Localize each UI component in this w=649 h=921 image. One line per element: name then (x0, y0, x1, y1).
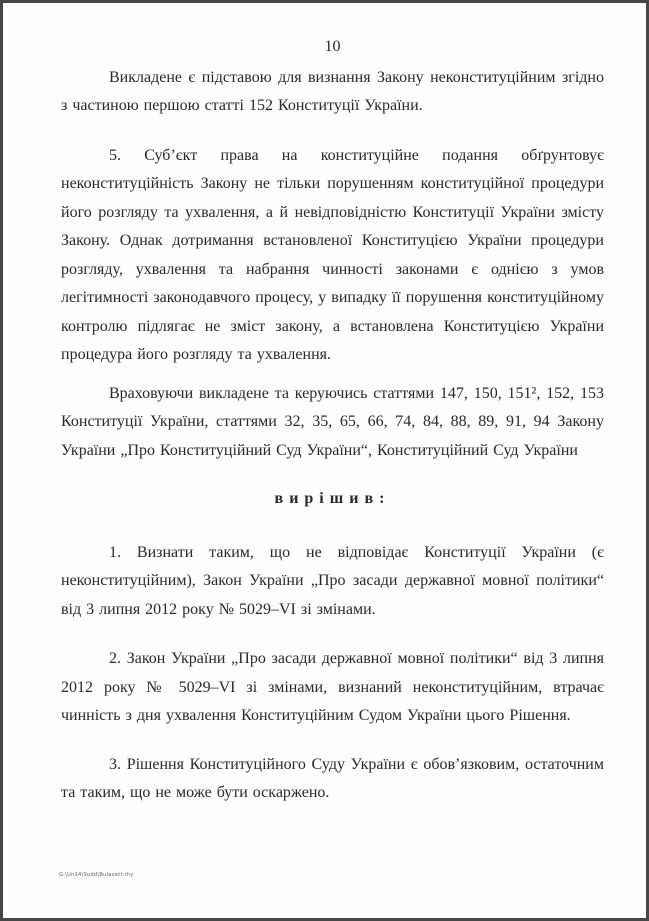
ruling-item-3: 3. Рішення Конституційного Суду України є обов’язковим, остаточним та таким, що не може бути оскаржено. (61, 755, 604, 801)
ruling-item-2: 2. Закон України „Про засади державної мовної політики“ від 3 липня 2012 року № 5029–VI зі змінами, визнаний неконституційним, втрачає чинність з дня ухвалення Конституційним Судом України цього Рішення. (61, 650, 604, 724)
page-number: 10 (324, 38, 341, 55)
paragraph-subject-argument: 5. Суб’єкт права на конституційне подання обґрунтовує неконституційність Закону не тільки порушенням конституційної процедури його розгляду та ухвалення, а й невідповідністю Конституції України змісту Закону. Однак дотримання встановленої Конституцією України процедури розгляду, ухвалення та набрання чинності законами є однією з умов легітимності законодавчого процесу, у випадку її порушення конституційному контролю підлягає не зміст закону, а встановлена Конституцією України процедура його розгляду та ухвалення. (61, 146, 604, 363)
ruling-item-1: 1. Визнати таким, що не відповідає Конституції України (є неконституційним), Закон України „Про засади державної мовної політики“ від 3 липня 2012 року № 5029–VI зі змінами. (61, 543, 604, 618)
paragraph-legal-basis: Враховуючи викладене та керуючись статтями 147, 150, 151², 152, 153 Конституції України, статтями 32, 35, 65, 66, 74, 84, 88, 89, 91, 94 Закону України „Про Конституційний Суд України“, Конституційний Суд України (61, 384, 604, 459)
paragraph-conclusion: Викладене є підставою для визнання Закону неконституційним згідно з частиною першою статті 152 Конституції України. (61, 68, 604, 114)
page-content (3, 3, 646, 808)
footer-file-path: G:\Un14\Sudd\Bulavett.rhy (59, 872, 134, 878)
ruling-heading: вирішив: (274, 490, 391, 507)
